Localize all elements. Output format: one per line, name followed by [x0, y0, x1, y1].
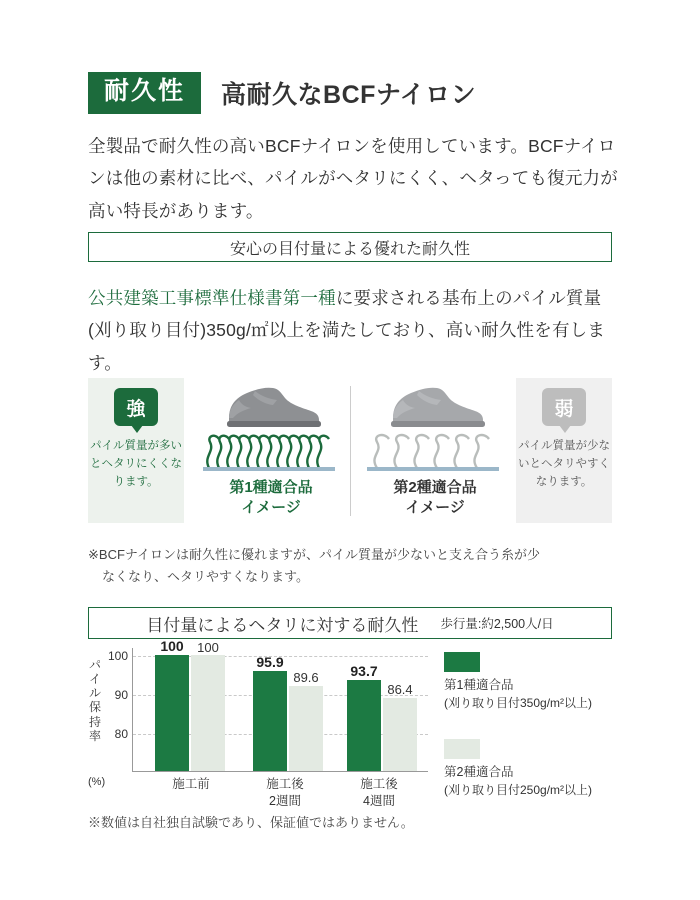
page-title: 高耐久なBCFナイロン	[221, 80, 477, 109]
chart-y-axis-label: パイル保持率	[88, 658, 101, 743]
chart-plot-area	[132, 638, 428, 808]
intro-paragraph: 全製品で耐久性の高いBCFナイロンを使用しています。BCFナイロンは他の素材に比べ、パイルがヘタリにくく、ヘタっても復元力が高い特長があります。	[88, 136, 618, 221]
legend-sub-series2: (刈り取り目付250g/m²以上)	[444, 782, 593, 797]
value-series2-week2: 89.6	[293, 670, 319, 685]
first-grade-label-line2: イメージ	[241, 499, 301, 517]
bar-series2-week2	[289, 686, 323, 771]
first-grade-label	[196, 478, 346, 519]
x-label-before	[145, 776, 237, 793]
illustration-band	[88, 378, 612, 548]
spec-paragraph	[88, 282, 623, 379]
spec-standard-name: 公共建築工事標準仕様書第一種	[88, 288, 336, 308]
y-tick-80: 80	[114, 727, 128, 741]
legend-swatch-series2	[444, 739, 480, 759]
bar-series2-before	[191, 655, 225, 771]
value-series2-before: 100	[197, 640, 219, 655]
spec-rest-text: に要求される基布上のパイル質量(刈り取り目付)350g/㎡以上を満たしており、高い耐久性を有します。	[88, 288, 606, 373]
chart-note: ※数値は自社独自試験であり、保証値ではありません。	[88, 815, 414, 830]
legend-name-series2: 第2種適合品	[444, 765, 514, 780]
subsection-heading-box	[88, 232, 612, 262]
y-tick-100: 100	[107, 649, 128, 663]
illustration-note	[88, 544, 618, 588]
bar-series2-week4	[383, 698, 417, 771]
second-grade-label	[360, 478, 510, 519]
illustration-note-line1: ※BCFナイロンは耐久性に優れますが、パイル質量が少ないと支え合う糸が少	[88, 547, 540, 562]
second-grade-label-line2: イメージ	[405, 499, 465, 517]
panel-strong	[88, 378, 184, 523]
x-label-week4-line1: 施工後	[360, 777, 398, 791]
second-grade-illustration	[360, 378, 510, 519]
legend-sub-series1: (刈り取り目付350g/m²以上)	[444, 695, 593, 710]
panel-weak	[516, 378, 612, 523]
subsection-heading-label: 安心の目付量による優れた耐久性	[229, 240, 470, 258]
durability-badge: 耐久性	[88, 72, 201, 114]
first-grade-illustration	[196, 378, 346, 519]
section-header	[88, 72, 476, 114]
sparse-pile-loops-icon	[365, 430, 505, 472]
legend-item-series2	[444, 739, 614, 798]
bar-series1-week2	[253, 671, 287, 771]
strong-bubble: 強	[114, 388, 158, 426]
vertical-divider	[350, 386, 351, 516]
strong-caption: パイル質量が多いとヘタリにくくなります。	[90, 440, 182, 488]
illustration-note-line2: なくなり、ヘタリやすくなります。	[102, 569, 309, 585]
chart-title: 目付量によるヘタリに対する耐久性	[146, 615, 419, 635]
bar-series1-week4	[347, 680, 381, 771]
shoe-icon	[375, 378, 495, 430]
chart-subtitle: 歩行量:約2,500人/日	[440, 617, 554, 631]
second-grade-label-line1: 第2種適合品	[393, 479, 477, 496]
x-label-week2	[239, 776, 331, 810]
dense-pile-loops-icon	[201, 430, 341, 472]
weak-bubble: 弱	[542, 388, 586, 426]
x-label-week2-line1: 施工後	[266, 777, 304, 791]
x-label-week2-line2: 2週間	[269, 793, 301, 808]
x-label-before-line1: 施工前	[172, 777, 210, 791]
chart-y-axis-unit: (%)	[88, 776, 106, 788]
chart-y-ticks	[104, 648, 130, 772]
weak-caption: パイル質量が少ないとヘタリやすくなります。	[518, 440, 610, 488]
bar-series1-before	[155, 655, 189, 771]
value-series1-before: 100	[160, 638, 184, 654]
value-series2-week4: 86.4	[387, 682, 413, 697]
legend-item-series1	[444, 652, 614, 711]
value-series1-week4: 93.7	[350, 663, 378, 679]
chart-heading-box	[88, 607, 612, 639]
value-series1-week2: 95.9	[256, 654, 284, 670]
x-label-week4	[333, 776, 425, 810]
legend-swatch-series1	[444, 652, 480, 672]
legend-name-series1: 第1種適合品	[444, 678, 514, 692]
y-tick-90: 90	[114, 688, 128, 702]
x-label-week4-line2: 4週間	[363, 793, 395, 808]
first-grade-label-line1: 第1種適合品	[229, 479, 313, 496]
shoe-icon	[211, 378, 331, 430]
chart-legend	[444, 652, 614, 813]
durability-bar-chart	[88, 638, 612, 823]
